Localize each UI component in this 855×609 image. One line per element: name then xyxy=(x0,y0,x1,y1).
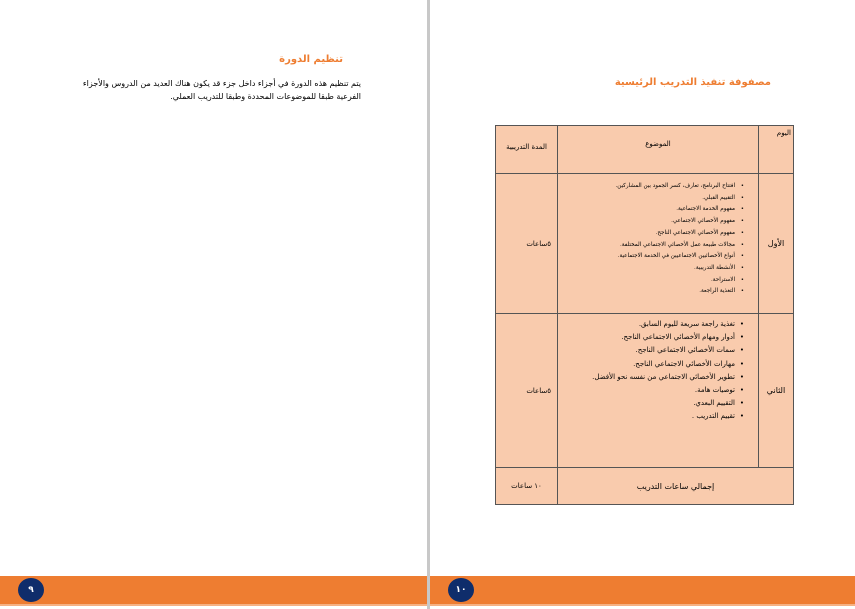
topic-list-day-1 xyxy=(558,174,758,304)
list-item: • أنواع الأخصائيين الاجتماعيين في الخدمة الاجتماعية. xyxy=(562,251,744,263)
header-topic: الموضوع xyxy=(558,126,759,174)
list-item: • التقييم البعدي. xyxy=(562,397,744,410)
table-row xyxy=(496,314,794,468)
duration-cell: ٥ساعات xyxy=(496,174,558,314)
topic-list-day-2 xyxy=(558,314,758,430)
footer-line xyxy=(430,604,855,606)
page-10 xyxy=(430,0,855,609)
list-item: • التقييم القبلي. xyxy=(562,193,744,205)
table-row xyxy=(496,174,794,314)
list-item: • تطوير الأخصائي الاجتماعي من نفسه نحو الأفضل. xyxy=(562,371,744,384)
training-matrix-table xyxy=(495,125,794,505)
footer-bar xyxy=(430,576,855,604)
section-heading-training-matrix: مصفوفة تنفيذ التدريب الرئيسية xyxy=(614,77,771,88)
topics-cell xyxy=(558,314,759,468)
total-hours-value: ١٠ ساعات xyxy=(496,468,558,505)
list-item: • افتتاح البرنامج، تعارف، كسر الجمود بين المشاركين. xyxy=(562,181,744,193)
list-item: • مفهوم الأخصائي الاجتماعي. xyxy=(562,216,744,228)
duration-cell: ٥ساعات xyxy=(496,314,558,468)
list-item: • تقييم التدريب . xyxy=(562,410,744,423)
list-item: • التغذية الراجعة. xyxy=(562,286,744,298)
topics-cell xyxy=(558,174,759,314)
footer-line xyxy=(0,604,427,606)
page-9 xyxy=(0,0,427,609)
list-item: • مفهوم الخدمة الاجتماعية. xyxy=(562,204,744,216)
page-number-badge: ١٠ xyxy=(448,578,474,602)
header-day: اليوم xyxy=(759,126,794,174)
page-number-badge: ٩ xyxy=(18,578,44,602)
list-item: • مهارات الأخصائي الاجتماعي الناجح. xyxy=(562,358,744,371)
table-total-row xyxy=(496,468,794,505)
course-organization-paragraph: يتم تنظيم هذه الدورة في أجزاء داخل جزء قد يكون هناك العديد من الدروس والأجزاء الفرعية طبقا للموضوعات المحددة وطبقا للتدريب العملي. xyxy=(82,79,361,101)
list-item: • تغذية راجعة سريعة لليوم السابق. xyxy=(562,318,744,331)
day-cell: الثاني xyxy=(759,314,794,468)
list-item: • سمات الأخصائي الاجتماعي الناجح. xyxy=(562,344,744,357)
section-heading-course-organization: تنظيم الدورة xyxy=(279,54,343,65)
list-item: • الاستراحة. xyxy=(562,275,744,287)
list-item: • مجالات طبيعة عمل الأخصائي الاجتماعي المختلفة. xyxy=(562,240,744,252)
day-cell: الأول xyxy=(759,174,794,314)
footer-bar xyxy=(0,576,427,604)
header-duration: المدة التدريبية xyxy=(496,126,558,174)
table-header-row xyxy=(496,126,794,174)
total-hours-label: إجمالي ساعات التدريب xyxy=(558,468,794,505)
list-item: • أدوار ومهام الأخصائي الاجتماعي الناجح. xyxy=(562,331,744,344)
list-item: • مفهوم الأخصائي الاجتماعي الناجح. xyxy=(562,228,744,240)
list-item: • الأنشطة التدريبية. xyxy=(562,263,744,275)
list-item: • توصيات هامة. xyxy=(562,384,744,397)
